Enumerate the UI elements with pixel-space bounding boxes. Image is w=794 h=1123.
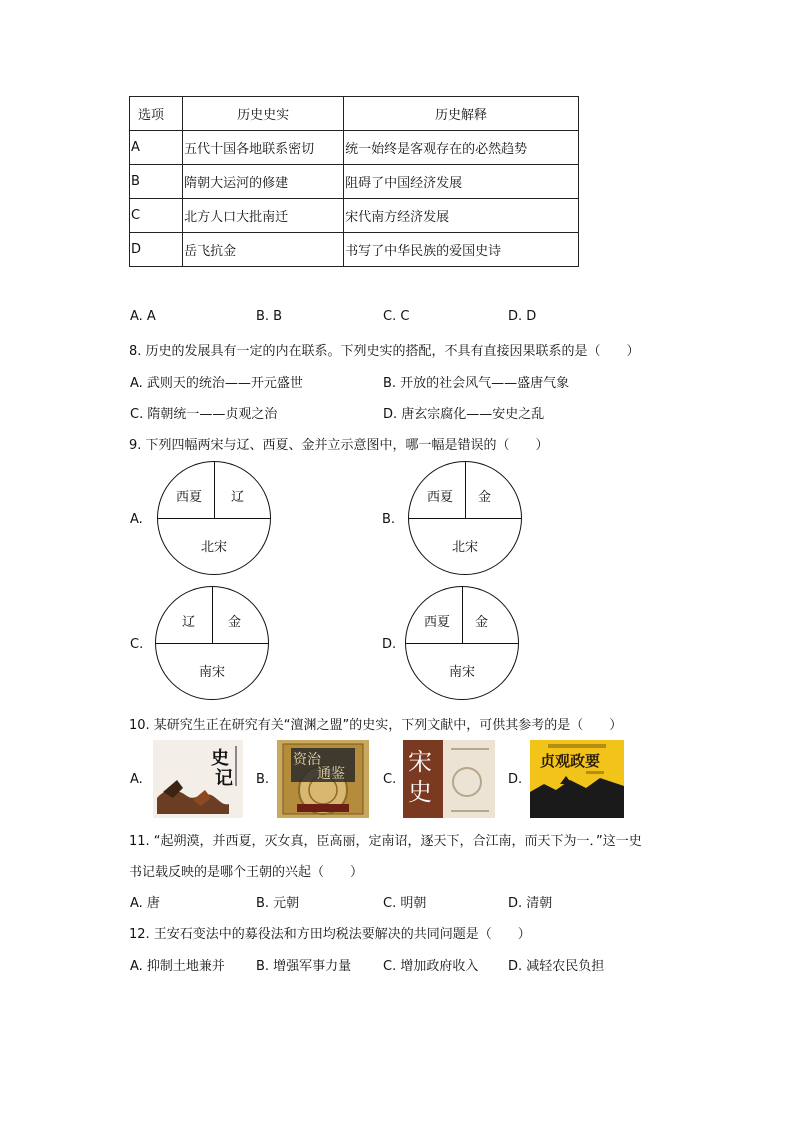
divider bbox=[156, 643, 268, 644]
table-header-fact: 历史史实 bbox=[183, 97, 344, 131]
table-header-option: 选项 bbox=[130, 97, 183, 131]
q12-option-d[interactable]: D. 减轻农民负担 bbox=[508, 959, 605, 974]
table-row bbox=[130, 131, 579, 165]
table-cell: A bbox=[130, 131, 183, 165]
q10-label-c[interactable]: C. bbox=[383, 772, 397, 787]
zizhitongjian-book-cover-icon[interactable] bbox=[277, 740, 369, 818]
q8-option-a[interactable]: A. 武则天的统治——开元盛世 bbox=[130, 376, 303, 391]
q11-stem-line2: 书记载反映的是哪个王朝的兴起（ ） bbox=[129, 865, 364, 880]
songshi-book-cover-icon[interactable] bbox=[403, 740, 495, 818]
divider bbox=[409, 518, 521, 519]
q7-option-c[interactable]: C. C bbox=[383, 309, 410, 324]
table-cell: 宋代南方经济发展 bbox=[344, 199, 579, 233]
q8-option-c[interactable]: C. 隋朝统一——贞观之治 bbox=[130, 407, 278, 422]
divider bbox=[462, 587, 463, 643]
svg-text:史: 史 bbox=[408, 778, 432, 806]
q8-option-b[interactable]: B. 开放的社会风气——盛唐气象 bbox=[383, 376, 570, 391]
q9-diagram-d bbox=[405, 586, 519, 700]
q10-label-d[interactable]: D. bbox=[508, 772, 523, 787]
region-label: 金 bbox=[478, 490, 492, 505]
q9-label-a[interactable]: A. bbox=[130, 512, 143, 527]
table-cell: 统一始终是客观存在的必然趋势 bbox=[344, 131, 579, 165]
table-cell: B bbox=[130, 165, 183, 199]
svg-text:贞观政要: 贞观政要 bbox=[540, 752, 601, 770]
table-header-explanation: 历史解释 bbox=[344, 97, 579, 131]
q10-label-b[interactable]: B. bbox=[256, 772, 270, 787]
q9-label-d[interactable]: D. bbox=[382, 637, 397, 652]
table-cell: D bbox=[130, 233, 183, 267]
region-label: 南宋 bbox=[448, 665, 475, 680]
q12-option-b[interactable]: B. 增强军事力量 bbox=[256, 959, 352, 974]
svg-text:资治: 资治 bbox=[293, 752, 321, 768]
q9-diagram-c bbox=[155, 586, 269, 700]
q9-diagram-b bbox=[408, 461, 522, 575]
region-label: 金 bbox=[228, 615, 242, 630]
q10-stem: 10. 某研究生正在研究有关“澶渊之盟”的史实，下列文献中，可供其参考的是（ ） bbox=[129, 718, 623, 733]
q12-option-c[interactable]: C. 增加政府收入 bbox=[383, 959, 479, 974]
q7-option-d[interactable]: D. D bbox=[508, 309, 537, 324]
table-cell: 书写了中华民族的爱国史诗 bbox=[344, 233, 579, 267]
q10-label-a[interactable]: A. bbox=[130, 772, 143, 787]
q11-option-c[interactable]: C. 明朝 bbox=[383, 896, 427, 911]
q9-label-c[interactable]: C. bbox=[130, 637, 144, 652]
region-label: 金 bbox=[475, 615, 489, 630]
region-label: 西夏 bbox=[427, 490, 454, 505]
region-label: 西夏 bbox=[176, 490, 203, 505]
svg-text:宋: 宋 bbox=[408, 748, 432, 776]
q9-label-b[interactable]: B. bbox=[382, 512, 396, 527]
divider bbox=[158, 518, 270, 519]
region-label: 南宋 bbox=[198, 665, 225, 680]
q7-table bbox=[129, 96, 579, 267]
divider bbox=[212, 587, 213, 643]
table-row bbox=[130, 233, 579, 267]
region-label: 西夏 bbox=[424, 615, 451, 630]
q11-option-d[interactable]: D. 清朝 bbox=[508, 896, 553, 911]
table-cell: 阻碍了中国经济发展 bbox=[344, 165, 579, 199]
svg-text:记: 记 bbox=[215, 768, 233, 789]
table-cell: C bbox=[130, 199, 183, 233]
q11-option-a[interactable]: A. 唐 bbox=[130, 896, 160, 911]
table-header-row bbox=[130, 97, 579, 131]
q9-diagram-a bbox=[157, 461, 271, 575]
region-label: 北宋 bbox=[200, 540, 227, 555]
zhenguanzhengyao-book-cover-icon[interactable] bbox=[530, 740, 624, 818]
q7-option-b[interactable]: B. B bbox=[256, 309, 283, 324]
q9-stem: 9. 下列四幅两宋与辽、西夏、金并立示意图中，哪一幅是错误的（ ） bbox=[129, 438, 549, 453]
divider bbox=[214, 462, 215, 518]
table-cell: 隋朝大运河的修建 bbox=[183, 165, 344, 199]
q8-option-d[interactable]: D. 唐玄宗腐化——安史之乱 bbox=[383, 407, 545, 422]
svg-text:史: 史 bbox=[211, 748, 229, 769]
q7-option-a[interactable]: A. A bbox=[130, 309, 156, 324]
region-label: 辽 bbox=[231, 490, 245, 505]
divider bbox=[465, 462, 466, 518]
q11-option-b[interactable]: B. 元朝 bbox=[256, 896, 300, 911]
q11-stem-line1: 11. “起朔漠，并西夏，灭女真，臣高丽，定南诏，逐天下，合江南，而天下为一．”这一史 bbox=[129, 834, 642, 849]
region-label: 辽 bbox=[182, 615, 196, 630]
q12-option-a[interactable]: A. 抑制土地兼并 bbox=[130, 959, 225, 974]
table-cell: 岳飞抗金 bbox=[183, 233, 344, 267]
q12-stem: 12. 王安石变法中的募役法和方田均税法要解决的共同问题是（ ） bbox=[129, 927, 531, 942]
table-row bbox=[130, 165, 579, 199]
region-label: 北宋 bbox=[451, 540, 478, 555]
shiji-book-cover-icon[interactable] bbox=[153, 740, 243, 818]
divider bbox=[406, 643, 518, 644]
table-row bbox=[130, 199, 579, 233]
q8-stem: 8. 历史的发展具有一定的内在联系。下列史实的搭配，不具有直接因果联系的是（ ） bbox=[129, 344, 640, 359]
svg-text:通鉴: 通鉴 bbox=[317, 766, 345, 782]
table-cell: 五代十国各地联系密切 bbox=[183, 131, 344, 165]
table-cell: 北方人口大批南迁 bbox=[183, 199, 344, 233]
